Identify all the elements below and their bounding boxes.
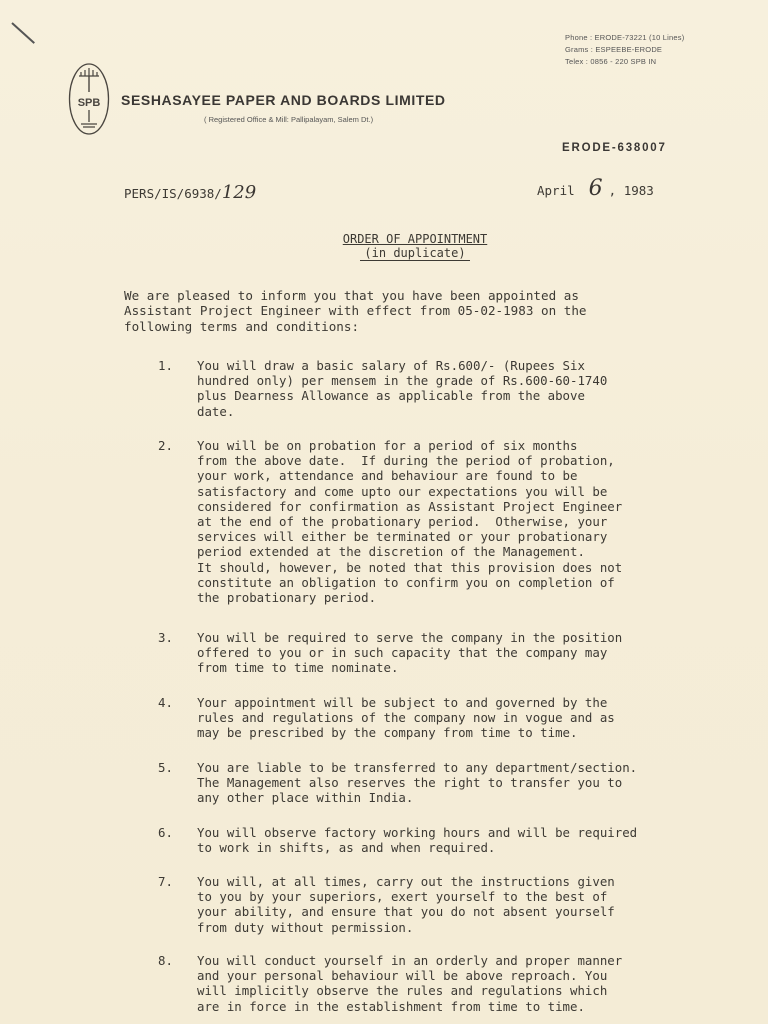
term-text: You will observe factory working hours and will be required to work in shifts, as and when required. <box>197 825 638 856</box>
term-number: 7. <box>158 874 173 889</box>
telex-line: Telex : 0856 - 220 SPB IN <box>565 57 657 66</box>
term-number: 2. <box>158 438 173 453</box>
term-text: You will draw a basic salary of Rs.600/- (Rupees Six hundred only) per mensem in the grade of Rs.600-60-1740 plus Dearness Allowance as applicable from the above date. <box>197 358 608 419</box>
term-number: 5. <box>158 760 173 775</box>
date-handwritten-day: 6 <box>588 176 603 201</box>
letter-date <box>537 176 654 201</box>
logo-text: SPB <box>77 97 101 109</box>
company-logo-icon <box>68 62 110 136</box>
term-number: 4. <box>158 695 173 710</box>
registered-office: ( Registered Office & Mill: Pallipalayam, Salem Dt.) <box>204 115 374 124</box>
company-name: SESHASAYEE PAPER AND BOARDS LIMITED <box>121 92 446 108</box>
reference-number <box>124 182 256 203</box>
term-number: 6. <box>158 825 173 840</box>
term-text: Your appointment will be subject to and governed by the rules and regulations of the company now in vogue and as may be prescribed by the company from time to time. <box>197 695 615 741</box>
phone-line: Phone : ERODE-73221 (10 Lines) <box>565 33 685 42</box>
reference-handwritten: 129 <box>221 182 257 203</box>
term-text: You will be required to serve the company in the position offered to you or in such capacity that the company may from time to time nominate. <box>197 630 623 676</box>
contact-block <box>565 32 684 68</box>
intro-paragraph: We are pleased to inform you that you have been appointed as Assistant Project Engineer with effect from 05-02-1983 on the following terms and conditions: <box>124 288 587 334</box>
reference-prefix: PERS/IS/6938/ <box>124 186 222 201</box>
title-line-2: (in duplicate) <box>360 246 469 261</box>
date-rest: , 1983 <box>608 183 654 198</box>
term-text: You are liable to be transferred to any department/section. The Management also reserves the right to transfer you to any other place within India. <box>197 760 638 806</box>
title-line-1: ORDER OF APPOINTMENT <box>342 232 488 246</box>
grams-line: Grams : ESPEEBE-ERODE <box>565 45 663 54</box>
term-number: 3. <box>158 630 173 645</box>
term-text: You will, at all times, carry out the instructions given to you by your superiors, exert yourself to the best of your ability, and ensure that you do not absent yourself from duty without permission. <box>197 874 615 935</box>
document-title <box>320 232 510 261</box>
term-number: 1. <box>158 358 173 373</box>
pen-mark <box>11 22 35 44</box>
city-pincode: ERODE-638007 <box>562 142 667 154</box>
term-number: 8. <box>158 953 173 968</box>
date-month: April <box>537 183 575 198</box>
term-text: You will conduct yourself in an orderly and proper manner and your personal behaviour will be above reproach. You will implicitly observe the rules and regulations which are in force in the establishment from time to time. <box>197 953 623 1014</box>
term-text: You will be on probation for a period of six months from the above date. If during the period of probation, your work, attendance and behaviour are found to be satisfactory and come upto our expectations you will be considered for confirmation as Assistant Project Engineer at the end of the probationary period. Otherwise, your services will either be terminated or your probationary period extended at the discretion of the Management. It should, however, be noted that this provision does not constitute an obligation to confirm you on completion of the probationary period. <box>197 438 623 606</box>
